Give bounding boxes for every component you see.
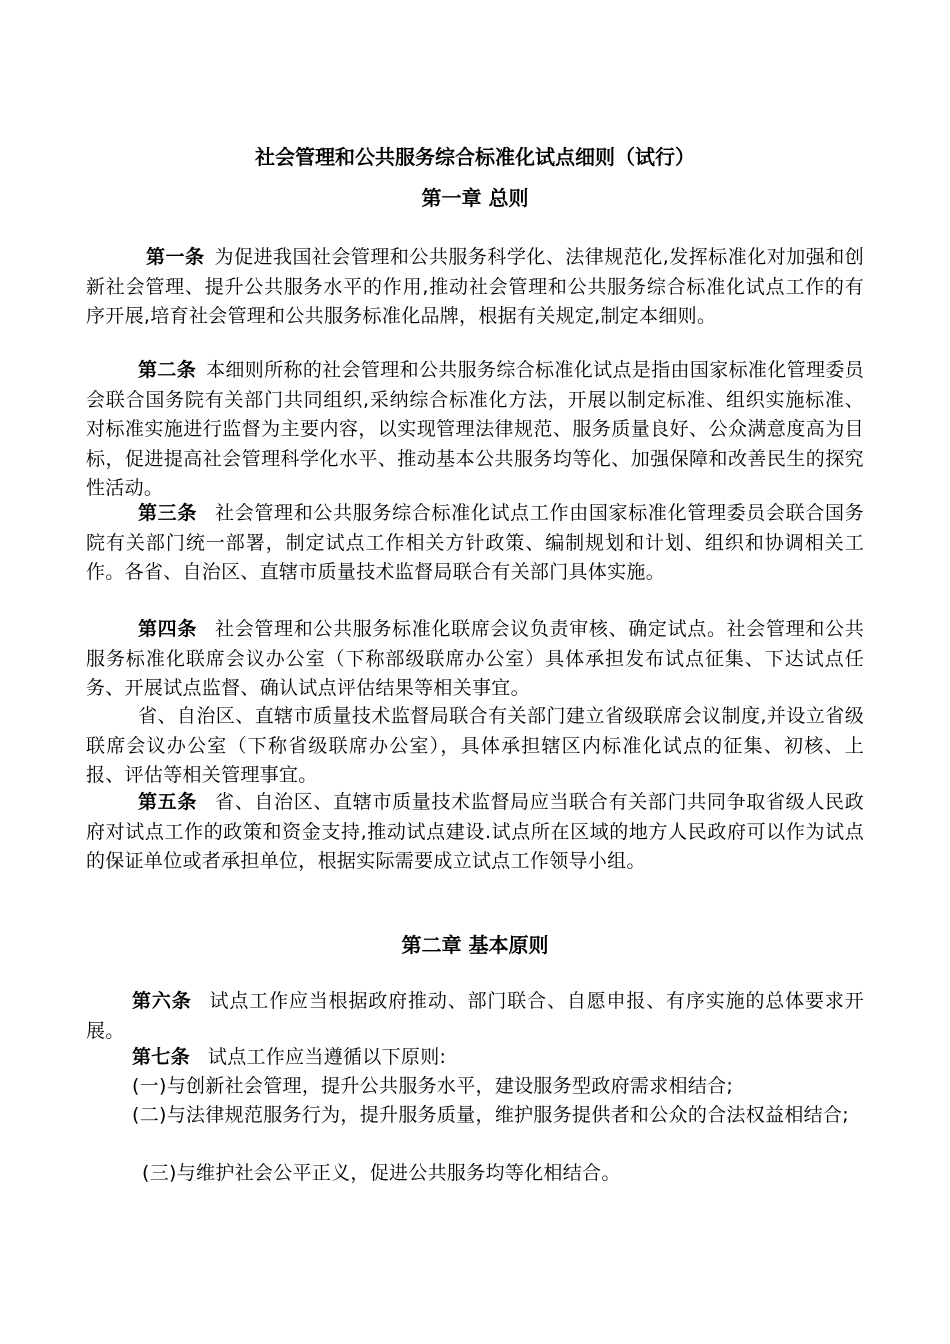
article-text: 试点工作应当根据政府推动、部门联合、自愿申报、有序实施的总体要求开展。: [86, 990, 864, 1042]
article-text: 社会管理和公共服务综合标准化试点工作由国家标准化管理委员会联合国务院有关部门统一部署，制定试点工作相关方针政策、编制规划和计划、组织和协调相关工作。各省、自治区、直辖市质量技术监督局联合有关部门具体实施。: [86, 502, 864, 583]
article-number: 第一条: [146, 246, 205, 268]
article-text: 为促进我国社会管理和公共服务科学化、法律规范化,发挥标准化对加强和创新社会管理、提升公共服务水平的作用,推动社会管理和公共服务综合标准化试点工作的有序开展,培育社会管理和公共服务标准化品牌，根据有关规定,制定本细则。: [86, 246, 864, 327]
article-number: 第四条: [138, 618, 198, 640]
article-number: 第六条: [132, 990, 192, 1012]
principle-item: (一)与创新社会管理，提升公共服务水平，建设服务型政府需求相结合;: [132, 1075, 734, 1097]
article-paragraph: [86, 987, 864, 1046]
chapter-heading: 第二章 基本原则: [401, 933, 549, 957]
principle-item: (二)与法律规范服务行为，提升服务质量，维护服务提供者和公众的合法权益相结合;: [132, 1104, 849, 1126]
article-paragraph: [86, 243, 864, 332]
article-paragraph: [86, 788, 864, 877]
chapter-heading: 第一章 总则: [421, 186, 529, 210]
document-title: 社会管理和公共服务综合标准化试点细则（试行）: [255, 145, 695, 169]
article-text: 社会管理和公共服务标准化联席会议负责审核、确定试点。社会管理和公共服务标准化联席会议办公室（下称部级联席办公室）具体承担发布试点征集、下达试点任务、开展试点监督、确认试点评估结果等相关事宜。: [86, 618, 864, 699]
article-number: 第三条: [138, 502, 198, 524]
article-text: 省、自治区、直辖市质量技术监督局联合有关部门建立省级联席会议制度,并设立省级联席会议办公室（下称省级联席办公室），具体承担辖区内标准化试点的征集、初核、上报、评估等相关管理事宜。: [86, 705, 864, 786]
principle-item: (三)与维护社会公平正义，促进公共服务均等化相结合。: [142, 1162, 621, 1184]
article-number: 第五条: [138, 791, 198, 813]
article-paragraph: [86, 615, 864, 704]
article-number: 第七条: [132, 1046, 190, 1068]
article-text: 本细则所称的社会管理和公共服务综合标准化试点是指由国家标准化管理委员会联合国务院有关部门共同组织,采纳综合标准化方法，开展以制定标准、组织实施标准、对标准实施进行监督为主要内容，以实现管理法律规范、服务质量良好、公众满意度高为目标，促进提高社会管理科学化水平、推动基本公共服务均等化、加强保障和改善民生的探究性活动。: [86, 359, 864, 499]
article-text: 省、自治区、直辖市质量技术监督局应当联合有关部门共同争取省级人民政府对试点工作的政策和资金支持,推动试点建设.试点所在区域的地方人民政府可以作为试点的保证单位或者承担单位，根据实际需要成立试点工作领导小组。: [86, 791, 864, 872]
article-paragraph: [86, 702, 864, 791]
article-paragraph: [86, 356, 864, 504]
article-number: 第二条: [138, 359, 197, 381]
article-paragraph: [86, 1043, 864, 1073]
article-text: 试点工作应当遵循以下原则:: [207, 1046, 447, 1068]
article-paragraph: [86, 499, 864, 588]
